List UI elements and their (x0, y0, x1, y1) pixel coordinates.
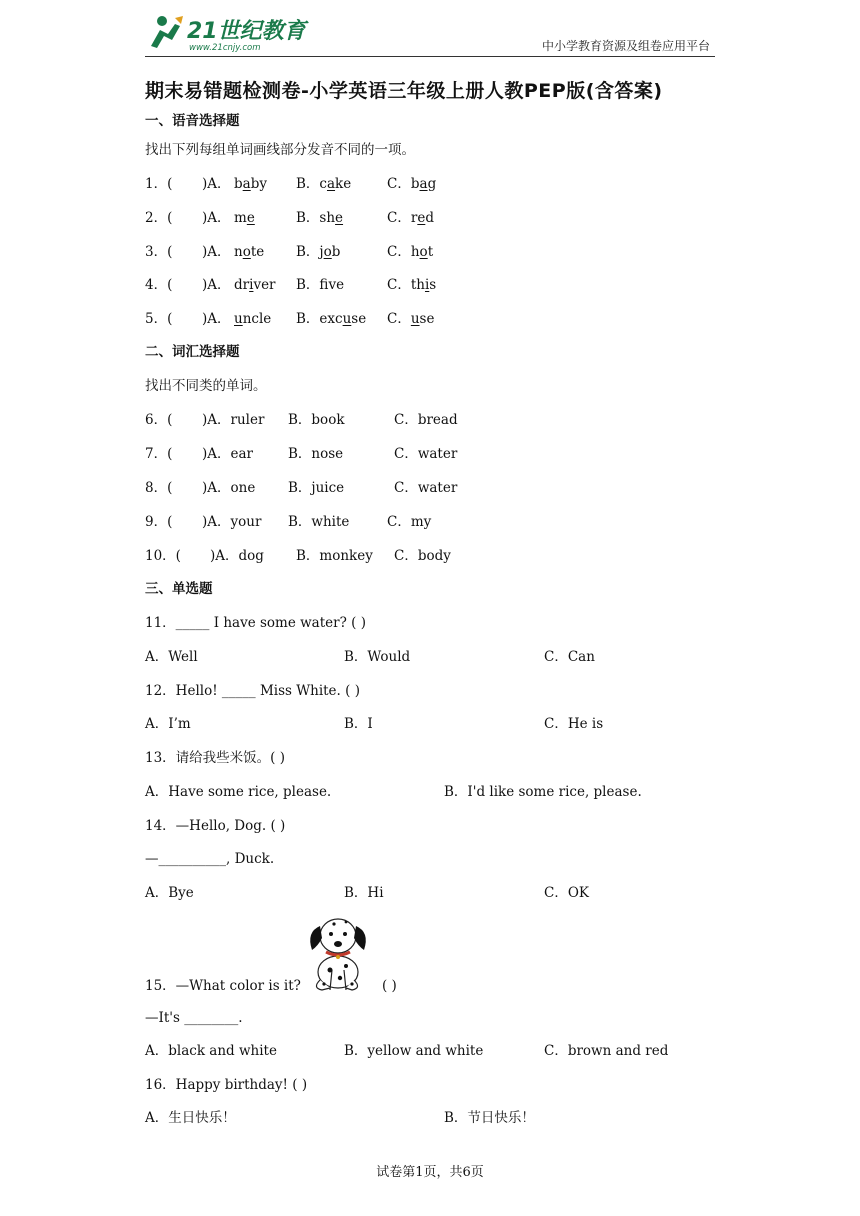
logo-text: 21世纪教育 (187, 19, 306, 44)
platform-name: 中小学教育资源及组卷应用平台 (541, 39, 710, 53)
section-1-heading: 一、语音选择题 (145, 113, 240, 129)
question-15-line2: —It's ________. (145, 1010, 243, 1026)
question-16-stem: 16．Happy birthday! ( ) (145, 1077, 308, 1093)
logo-url: www.21cnjy.com (189, 43, 261, 53)
question-14-stem: 14．—Hello, Dog. ( ) (145, 818, 286, 834)
page-title: 期末易错题检测卷-小学英语三年级上册人教PEP版(含答案) (145, 80, 663, 102)
logo-icon (145, 10, 315, 54)
section-2-instruction: 找出不同类的单词。 (145, 378, 267, 394)
question-11-stem: 11．_____ I have some water? ( ) (145, 615, 366, 631)
dalmatian-dog-image (300, 910, 374, 994)
section-3-heading: 三、单选题 (145, 581, 213, 597)
section-1-instruction: 找出下列每组单词画线部分发音不同的一项。 (145, 142, 415, 158)
question-12-stem: 12．Hello! _____ Miss White. ( ) (145, 683, 360, 699)
section-2-heading: 二、词汇选择题 (145, 344, 240, 360)
question-14-line2: —__________, Duck. (145, 851, 275, 867)
page-footer: 试卷第1页，共6页 (376, 1165, 484, 1180)
page-header (145, 8, 715, 57)
question-13-stem: 13．请给我些米饭。( ) (145, 750, 286, 766)
